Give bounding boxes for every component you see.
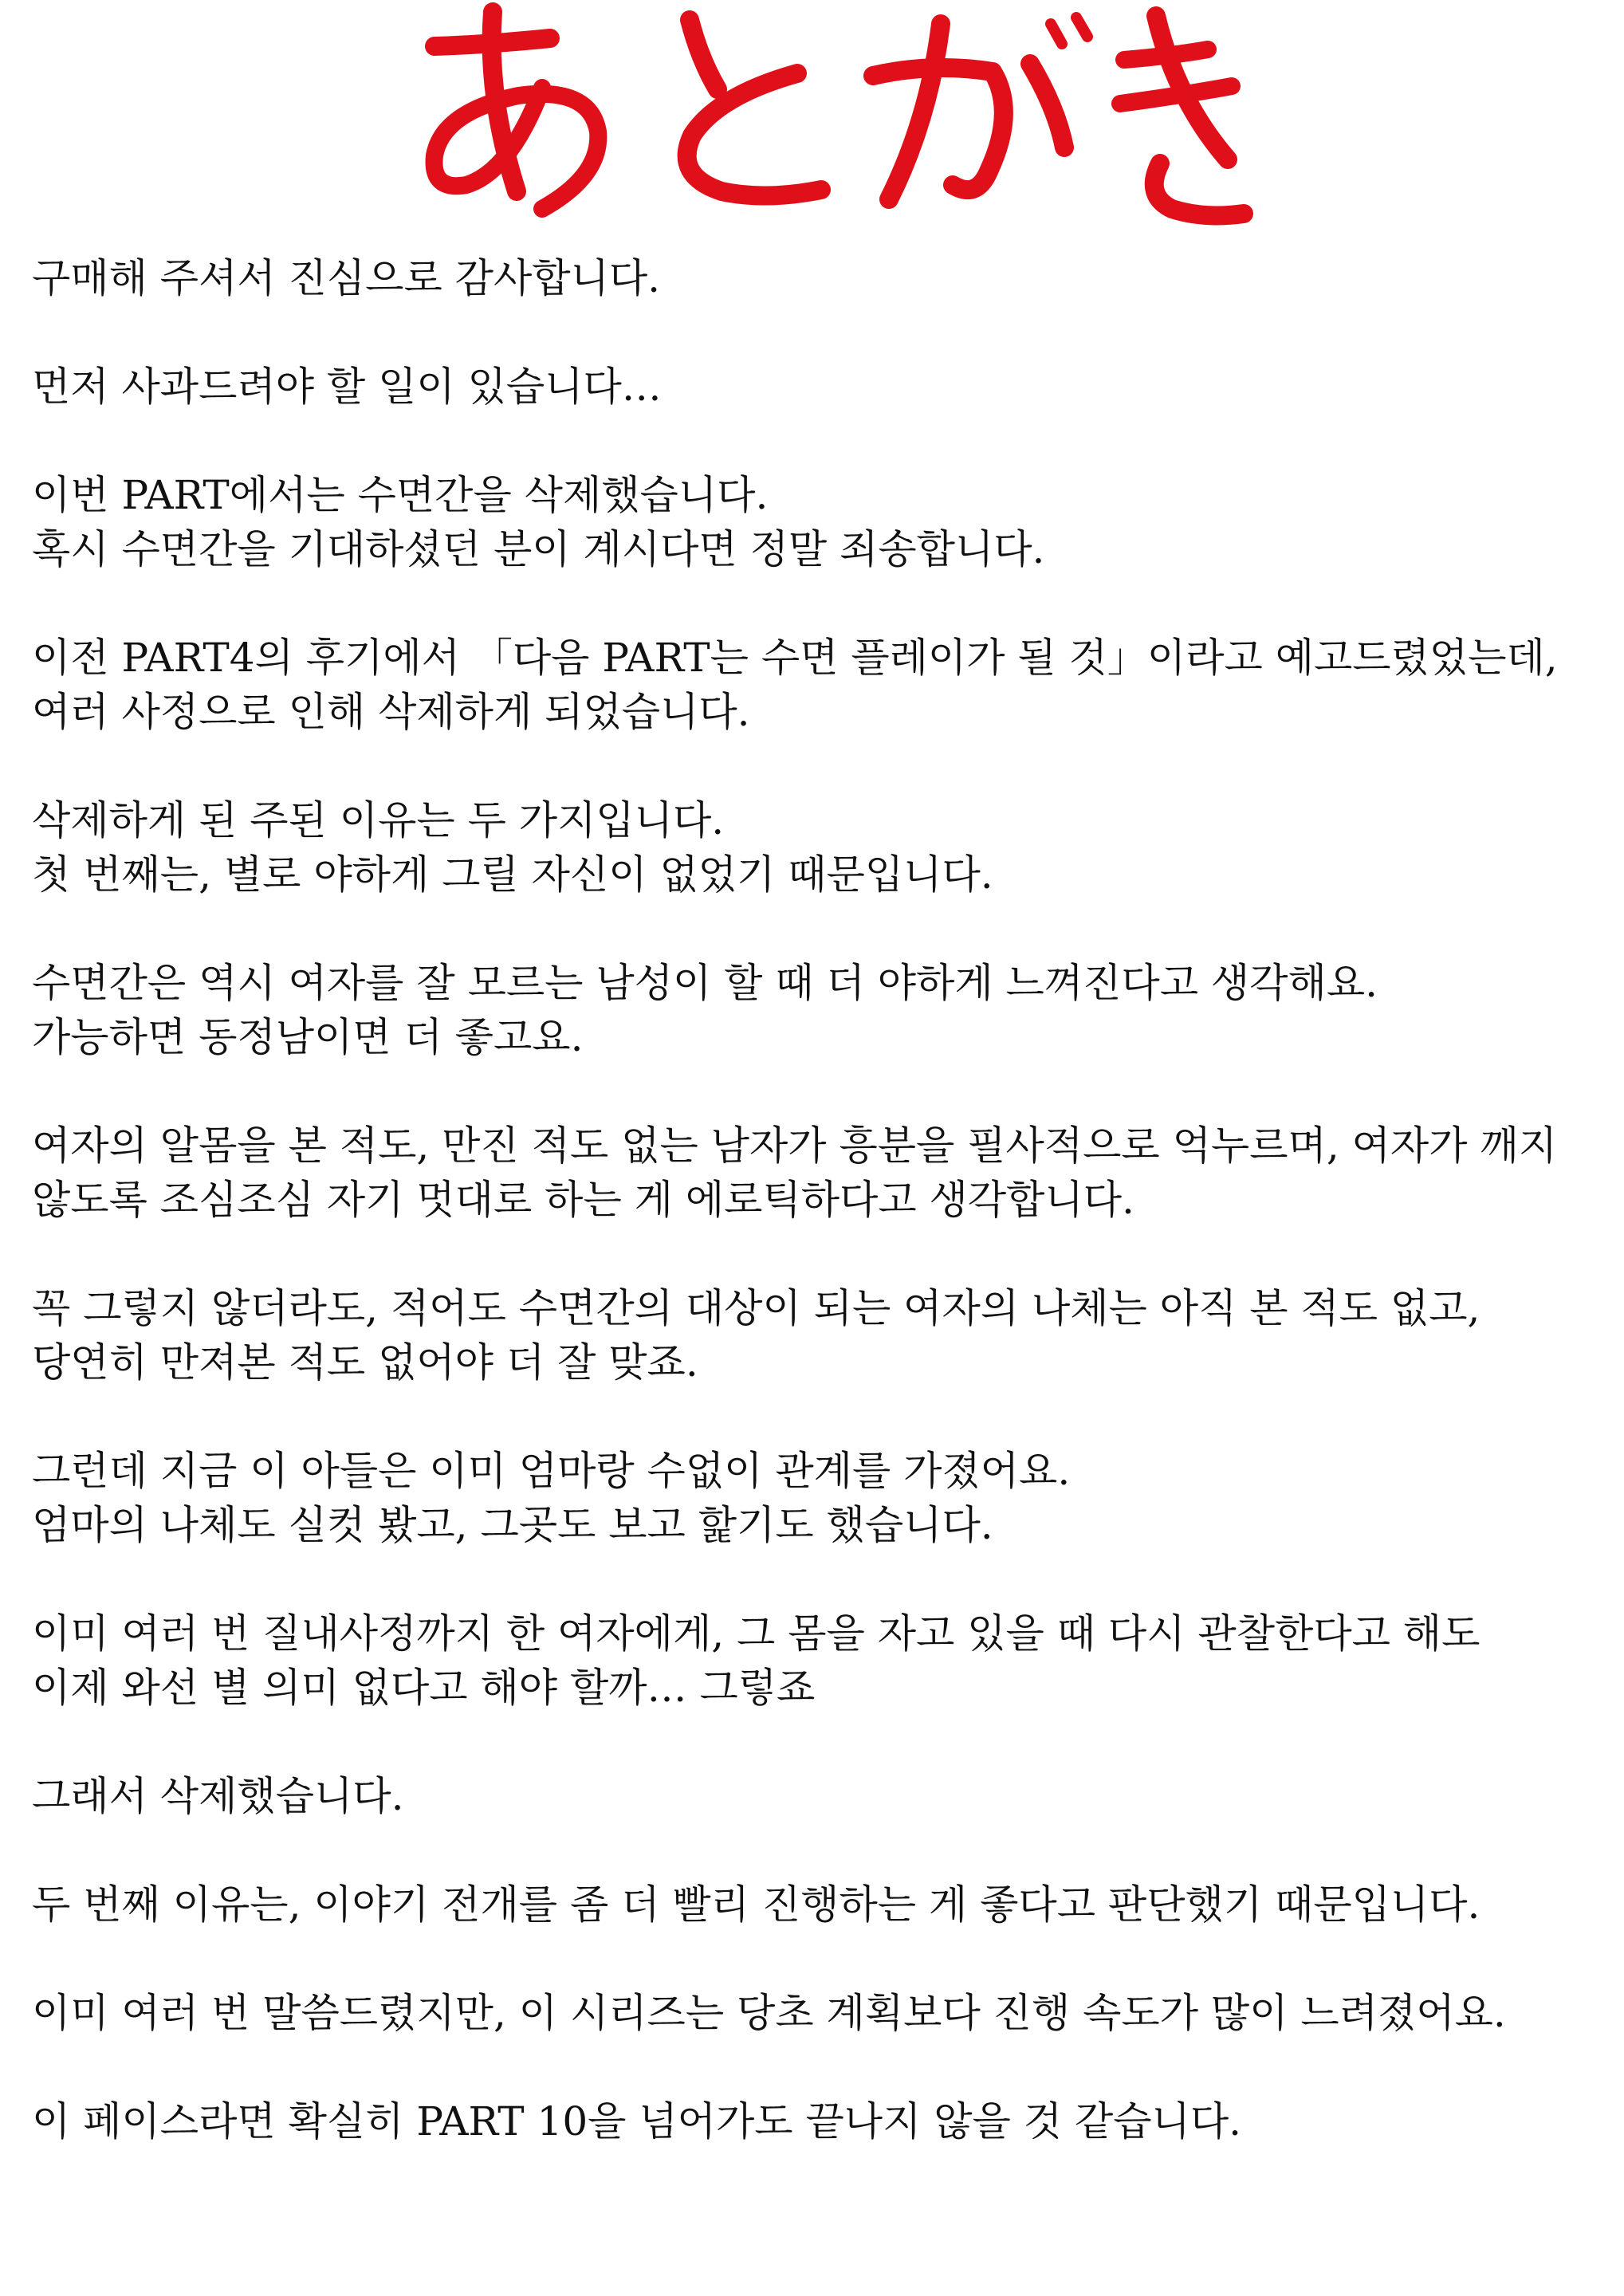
paragraph <box>32 631 1595 739</box>
text-line: 첫 번째는, 별로 야하게 그릴 자신이 없었기 때문입니다. <box>32 851 993 898</box>
text-line: 두 번째 이유는, 이야기 전개를 좀 더 빨리 진행하는 게 좋다고 판단했기 때문입니다. <box>32 1881 1480 1928</box>
text-line: 수면간은 역시 여자를 잘 모르는 남성이 할 때 더 야하게 느껴진다고 생각해요. <box>32 960 1378 1006</box>
text-line: 꼭 그렇지 않더라도, 적어도 수면간의 대상이 되는 여자의 나체는 아직 본 적도 없고, <box>32 1285 1480 1331</box>
paragraph <box>32 468 1595 576</box>
text-line: 구매해 주셔서 진심으로 감사합니다. <box>32 255 661 301</box>
text-line: 이전 PART4의 후기에서 「다음 PART는 수면 플레이가 될 것」이라고 예고드렸었는데, <box>32 635 1558 681</box>
text-line: 그런데 지금 이 아들은 이미 엄마랑 수없이 관계를 가졌어요. <box>32 1448 1071 1494</box>
text-line: 당연히 만져본 적도 없어야 더 잘 맞죠. <box>32 1339 698 1386</box>
paragraph <box>32 1986 1595 2040</box>
text-line: 엄마의 나체도 실컷 봤고, 그곳도 보고 핥기도 했습니다. <box>32 1502 993 1548</box>
text-line: 여자의 알몸을 본 적도, 만진 적도 없는 남자가 흥분을 필사적으로 억누르며, 여자가 깨지 <box>32 1122 1558 1169</box>
paragraph <box>32 251 1595 305</box>
afterword-title-lettering <box>0 0 1624 239</box>
paragraph <box>32 1606 1595 1715</box>
text-line: 이제 와선 별 의미 없다고 해야 할까… 그렇죠 <box>32 1665 816 1711</box>
paragraph <box>32 1444 1595 1552</box>
text-line: 이미 여러 번 말씀드렸지만, 이 시리즈는 당초 계획보다 진행 속도가 많이 느려졌어요. <box>32 1990 1506 2036</box>
afterword-title <box>0 0 1624 239</box>
paragraph <box>32 956 1595 1064</box>
afterword-body <box>32 251 1595 2203</box>
text-line: 이 페이스라면 확실히 PART 10을 넘어가도 끝나지 않을 것 같습니다. <box>32 2098 1242 2145</box>
text-line: 이미 여러 번 질내사정까지 한 여자에게, 그 몸을 자고 있을 때 다시 관찰한다고 해도 <box>32 1610 1480 1657</box>
paragraph <box>32 1119 1595 1227</box>
text-line: 먼저 사과드려야 할 일이 있습니다… <box>32 364 662 410</box>
text-line: 가능하면 동정남이면 더 좋고요. <box>32 1014 584 1060</box>
text-line: 혹시 수면간을 기대하셨던 분이 계시다면 정말 죄송합니다. <box>32 526 1045 572</box>
paragraph <box>32 360 1595 414</box>
text-line: 여러 사정으로 인해 삭제하게 되었습니다. <box>32 689 750 735</box>
paragraph <box>32 1281 1595 1390</box>
text-line: 않도록 조심조심 자기 멋대로 하는 게 에로틱하다고 생각합니다. <box>32 1177 1134 1223</box>
text-line: 그래서 삭제했습니다. <box>32 1773 404 1819</box>
paragraph <box>32 1877 1595 1932</box>
paragraph <box>32 793 1595 902</box>
paragraph <box>32 2094 1595 2149</box>
paragraph <box>32 1769 1595 1823</box>
text-line: 이번 PART에서는 수면간을 삭제했습니다. <box>32 472 769 518</box>
text-line: 삭제하게 된 주된 이유는 두 가지입니다. <box>32 797 725 843</box>
